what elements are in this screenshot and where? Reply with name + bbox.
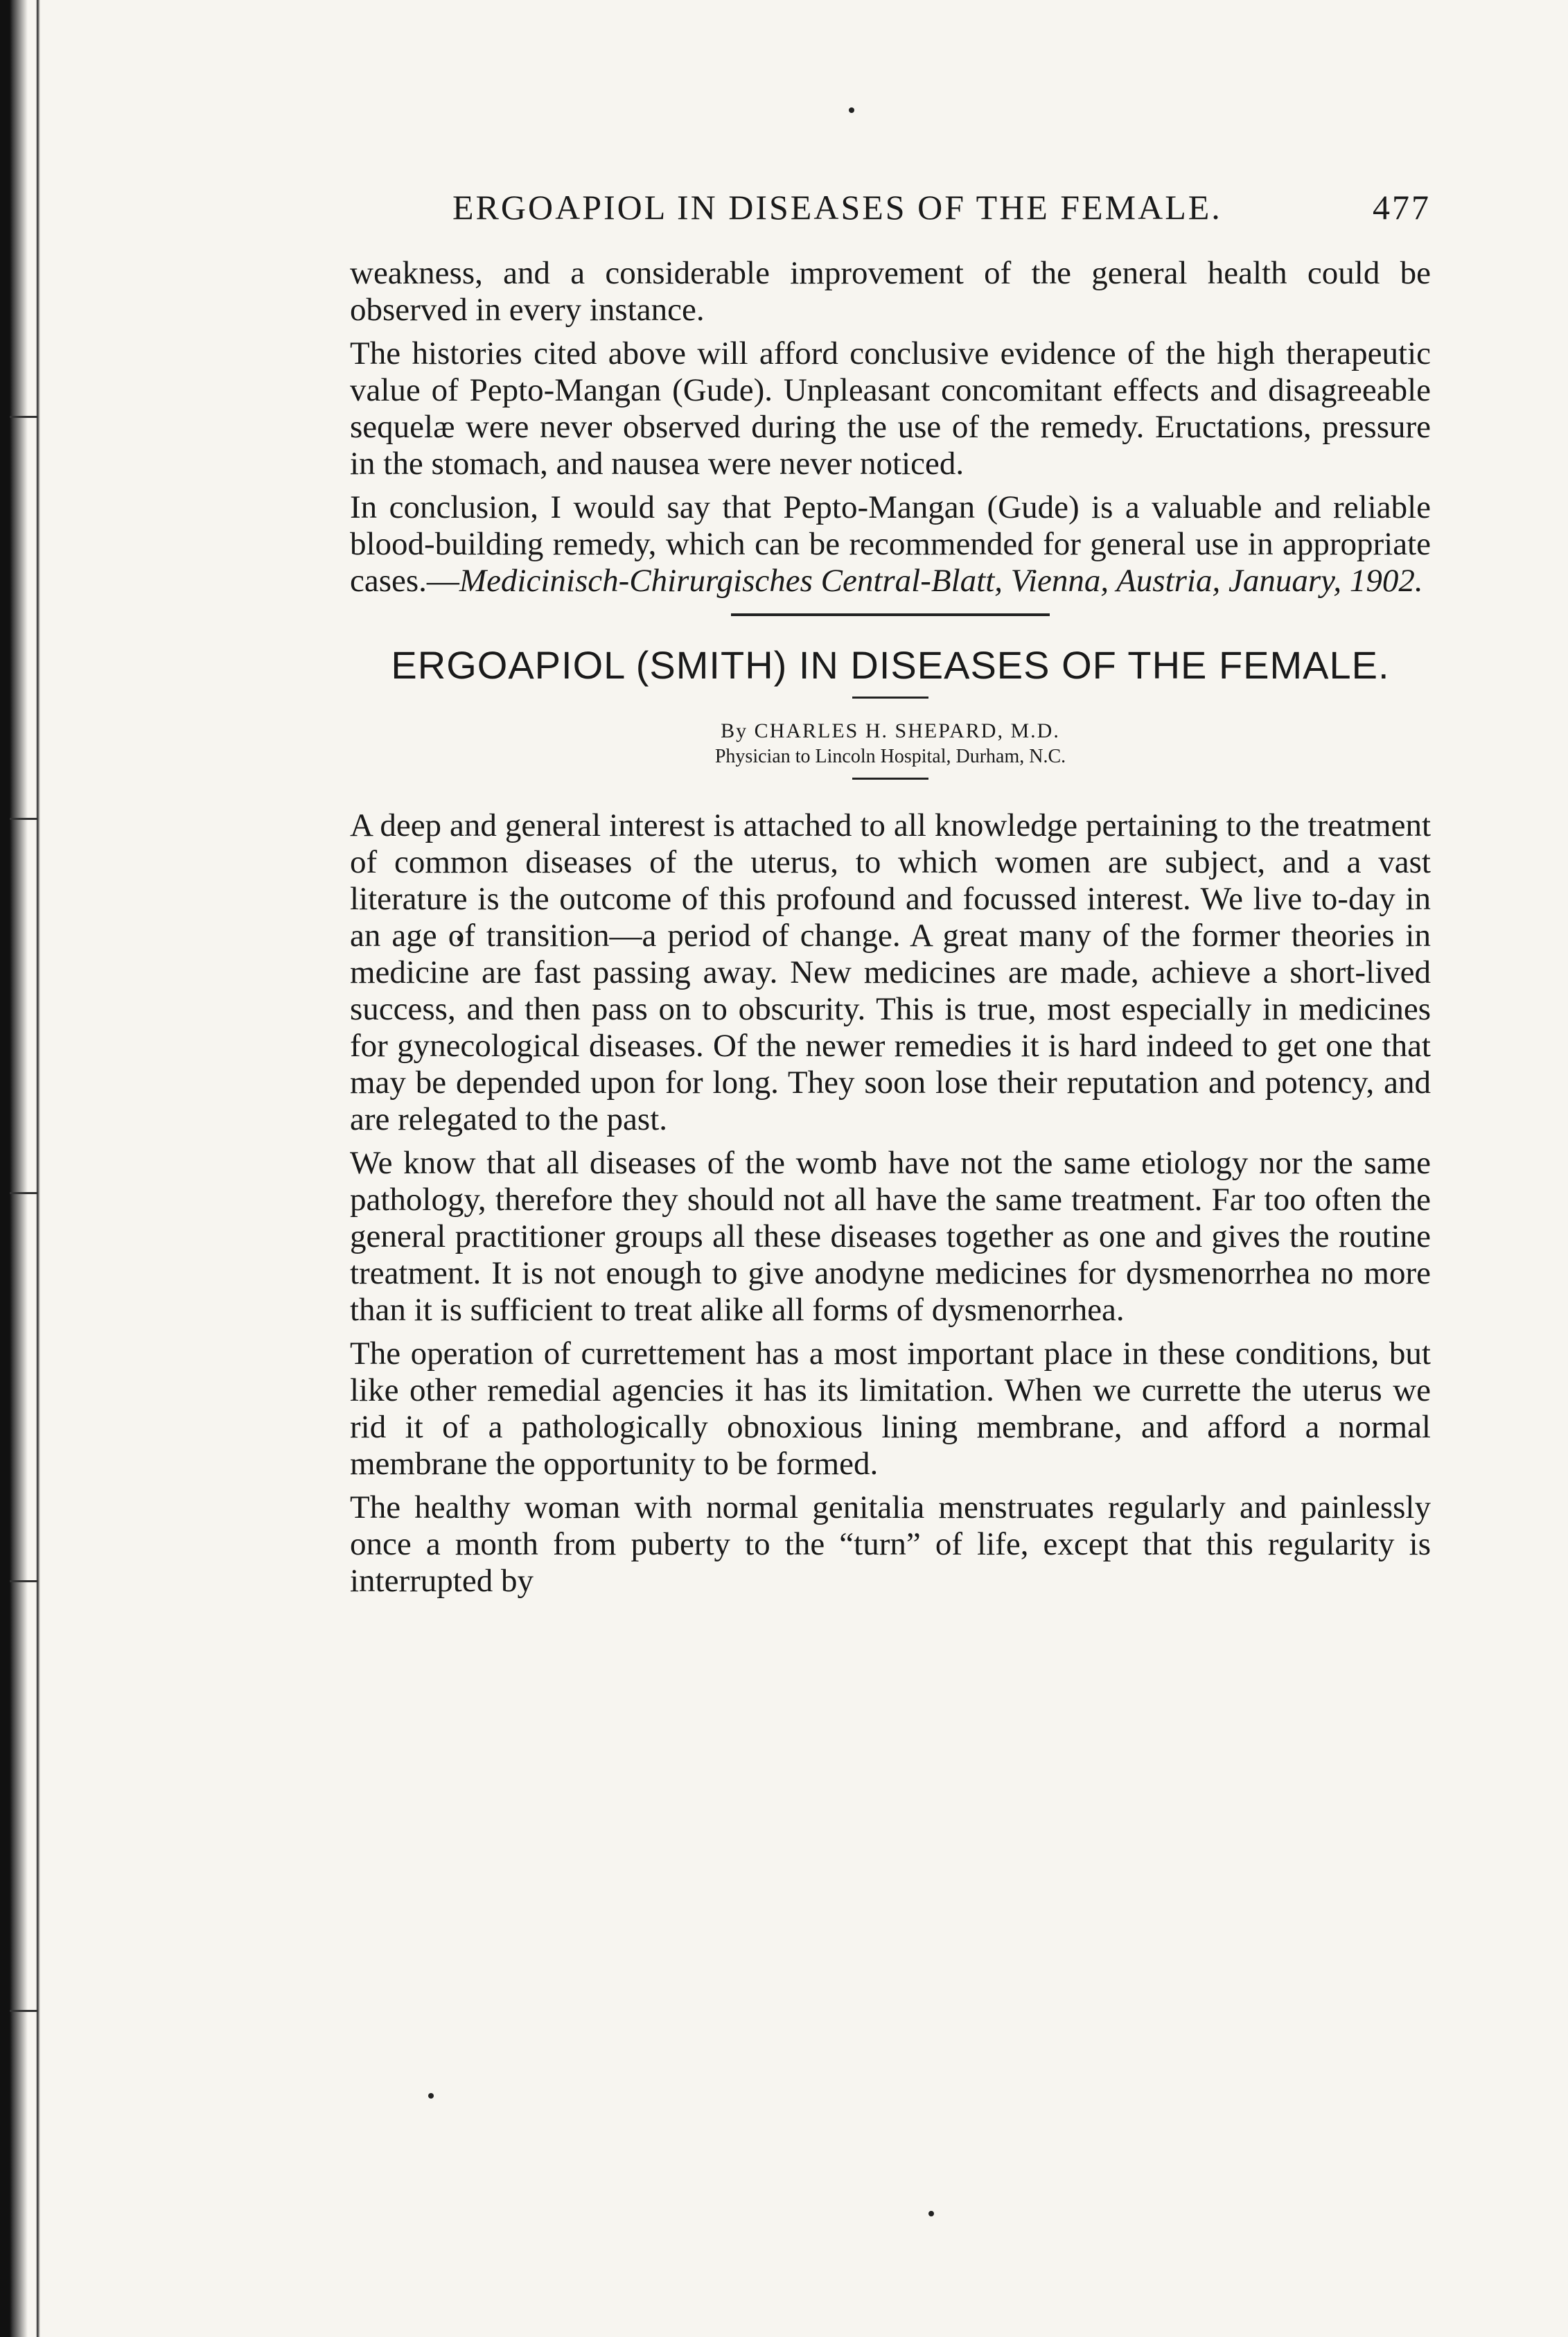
article-byline: By CHARLES H. SHEPARD, M.D. — [721, 719, 1060, 742]
page-binding-edge — [0, 0, 49, 2337]
article-paragraph: A deep and general interest is attached to all knowledge pertaining to the treatment of common diseases of the uterus, to which women are subject, and a vast literature is the outcome of this profound and focussed interest. We live to-day in an age of transition—a period of change. A great many of the former theories in medicine are fast passing away. New medicines are made, achieve a short-lived success, and then pass on to obscurity. This is true, most especially in medicines for gynecological diseases. Of the newer remedies it is hard indeed to get one that may be depended upon for long. They soon lose their reputation and potency, and are relegated to the past. — [350, 807, 1431, 1137]
running-head — [452, 187, 1431, 236]
book-page — [350, 187, 1431, 1607]
binding-mark — [10, 1192, 37, 1194]
source-citation: Medicinisch-Chirurgisches Central-Blatt, Vienna, Austria, January, 1902. — [459, 563, 1423, 599]
author-affiliation: Physician to Lincoln Hospital, Durham, N.C. — [714, 746, 1066, 767]
article-paragraph: The operation of currettement has a most important place in these conditions, but like other remedial agencies it has its limitation. When we currette the uterus we rid it of a pathologically obnoxious lining membrane, and afford a normal membrane the opportunity to be formed. — [350, 1336, 1431, 1482]
binding-mark — [10, 416, 37, 418]
article-title: ERGOAPIOL (SMITH) IN DISEASES OF THE FEMALE. — [391, 643, 1390, 687]
article-paragraph: The healthy woman with normal genitalia menstruates regularly and painlessly once a month from puberty to the “turn” of life, except that this regularity is interrupted by — [350, 1489, 1431, 1599]
article-paragraph: We know that all diseases of the womb have not the same etiology nor the same pathology, therefore they should not all have the same treatment. Far too often the general practitioner groups all these diseases together as one and gives the routine treatment. It is not enough to give anodyne medicines for dysmenorrhea no more than it is sufficient to treat alike all forms of dysmenorrhea. — [350, 1145, 1431, 1328]
conclusion-paragraph — [350, 489, 1431, 599]
ink-speck — [428, 2093, 434, 2099]
ink-speck — [849, 107, 854, 113]
byline-rule — [852, 778, 928, 780]
title-rule — [852, 697, 928, 699]
continuation-paragraph: weakness, and a considerable improvement of the general health could be observed in every instance. — [350, 255, 1431, 328]
conclusion-text: In conclusion, I would say that Pepto-Mangan (Gude) is a valuable and reliable blood-building remedy, which can be recommended for general use in appropriate cases.— — [350, 489, 1431, 599]
running-title: ERGOAPIOL IN DISEASES OF THE FEMALE. — [452, 188, 1222, 227]
binding-mark — [10, 1580, 37, 1582]
ink-speck — [928, 2211, 934, 2216]
section-divider — [731, 613, 1050, 616]
continuation-paragraph: The histories cited above will afford conclusive evidence of the high therapeutic value of Pepto-Mangan (Gude). Unpleasant concomitant effects and disagreeable sequelæ were never observed during the use of the remedy. Eructations, pressure in the stomach, and nausea were never noticed. — [350, 335, 1431, 482]
binding-mark — [10, 818, 37, 820]
page-number: 477 — [1373, 188, 1431, 227]
binding-mark — [10, 2010, 37, 2012]
